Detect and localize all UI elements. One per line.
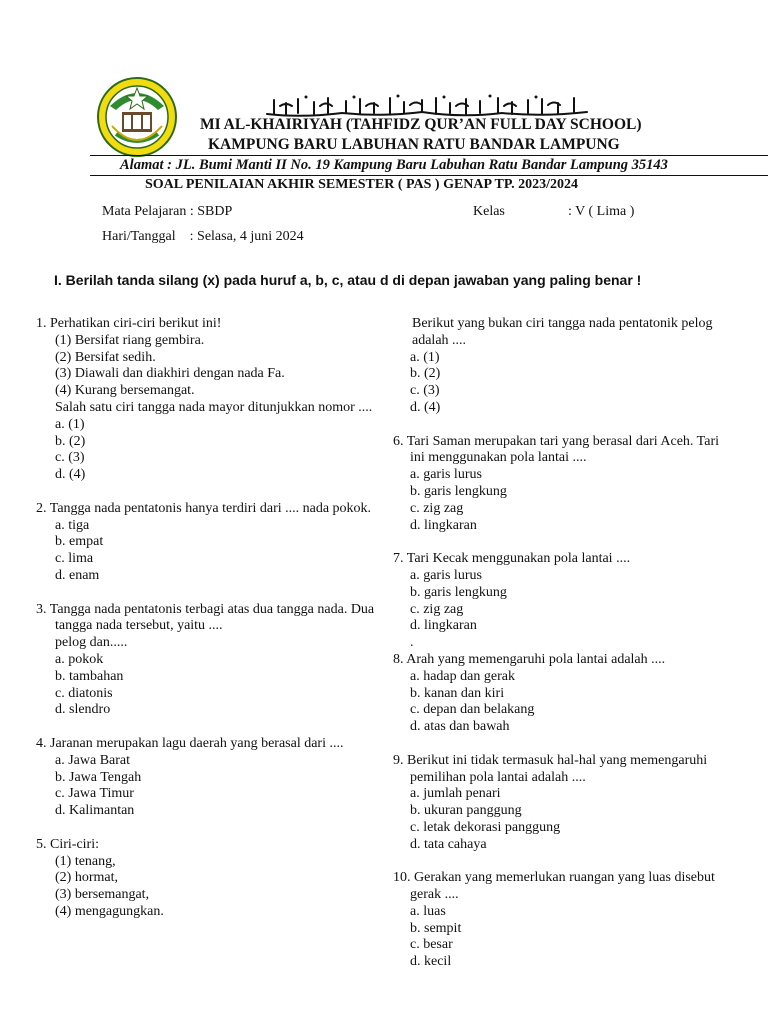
question-5-continued (393, 316, 733, 417)
question-2 (36, 501, 376, 585)
list-item: (3) bersemangat, (55, 887, 150, 903)
exam-title: SOAL PENILAIAN AKHIR SEMESTER ( PAS ) GENAP TP. 2023/2024 (145, 177, 579, 192)
answer-option[interactable]: b. ukuran panggung (410, 803, 522, 819)
answer-option[interactable]: c. (3) (410, 383, 440, 399)
answer-option[interactable]: a. (1) (410, 349, 440, 365)
answer-option[interactable]: c. (3) (55, 450, 85, 466)
question-6 (393, 434, 733, 535)
question-prompt: Salah satu ciri tangga nada mayor ditunjukkan nomor .... (55, 399, 373, 415)
answer-option[interactable]: d. enam (55, 567, 100, 583)
answer-option[interactable]: d. tata cahaya (410, 836, 487, 852)
header-rule-bottom (90, 175, 768, 176)
answer-option[interactable]: a. garis lurus (410, 467, 482, 483)
stray-dot: . (410, 635, 414, 651)
question-text: 5. Ciri-ciri: (36, 836, 99, 852)
questions-right-column (393, 316, 733, 988)
answer-option[interactable]: b. tambahan (55, 668, 124, 684)
answer-option[interactable]: a. hadap dan gerak (410, 668, 515, 684)
subject-field: Mata Pelajaran : SBDP (102, 204, 233, 219)
answer-option[interactable]: d. (4) (410, 399, 441, 415)
date-field (102, 229, 304, 245)
answer-option[interactable]: a. pokok (55, 651, 104, 667)
questions-left-column (36, 316, 376, 937)
answer-option[interactable]: d. lingkaran (410, 517, 477, 533)
list-item: (4) Kurang bersemangat. (55, 383, 195, 399)
school-name: MI AL-KHAIRIYAH (TAHFIDZ QUR’AN FULL DAY SCHOOL) (200, 116, 642, 133)
answer-option[interactable]: b. garis lengkung (410, 483, 507, 499)
question-7 (393, 551, 733, 652)
question-text: 4. Jaranan merupakan lagu daerah yang berasal dari .... (36, 735, 344, 751)
list-item: (3) Diawali dan diakhiri dengan nada Fa. (55, 366, 285, 382)
answer-option[interactable]: b. sempit (410, 920, 462, 936)
question-text: 8. Arah yang memengaruhi pola lantai adalah .... (393, 651, 666, 667)
answer-option[interactable]: c. zig zag (410, 601, 464, 617)
answer-option[interactable]: d. slendro (55, 702, 111, 718)
answer-option[interactable]: a. tiga (55, 517, 90, 533)
list-item: (4) mengagungkan. (55, 903, 164, 919)
date-text: Hari/Tanggal : Selasa, 4 juni 2024 (102, 229, 304, 244)
answer-option[interactable]: b. empat (55, 534, 104, 550)
question-text: 9. Berikut ini tidak termasuk hal-hal yang memengaruhi pemilihan pola lantai adalah .... (393, 752, 708, 785)
answer-option[interactable]: d. (4) (55, 467, 86, 483)
answer-option[interactable]: d. atas dan bawah (410, 719, 510, 735)
question-text: 10. Gerakan yang memerlukan ruangan yang luas disebut gerak .... (393, 870, 715, 903)
question-8 (393, 652, 733, 736)
answer-option[interactable]: c. letak dekorasi panggung (410, 819, 561, 835)
list-item: (2) hormat, (55, 870, 118, 886)
question-5 (36, 837, 376, 921)
answer-option[interactable]: b. (2) (55, 433, 86, 449)
list-item: (2) Bersifat sedih. (55, 349, 156, 365)
answer-option[interactable]: a. jumlah penari (410, 786, 501, 802)
school-emblem-icon (96, 76, 178, 158)
question-text-continued: pelog dan..... (55, 635, 128, 651)
question-4 (36, 736, 376, 820)
answer-option[interactable]: a. Jawa Barat (55, 752, 131, 768)
header-rule-top (90, 155, 768, 156)
class-value: : V ( Lima ) (568, 204, 635, 219)
answer-option[interactable]: b. (2) (410, 366, 441, 382)
question-text: 1. Perhatikan ciri-ciri berikut ini! (36, 316, 222, 331)
answer-option[interactable]: a. garis lurus (410, 567, 482, 583)
question-text: 3. Tangga nada pentatonis terbagi atas dua tangga nada. Dua tangga nada tersebut, yaitu .... (36, 601, 375, 634)
class-label: Kelas (473, 204, 505, 219)
instruction-text: I. Berilah tanda silang (x) pada huruf a, b, c, atau d di depan jawaban yang paling benar ! (54, 272, 642, 288)
answer-option[interactable]: c. depan dan belakang (410, 702, 535, 718)
answer-option[interactable]: c. zig zag (410, 500, 464, 516)
question-10 (393, 870, 733, 971)
question-1 (36, 316, 376, 484)
answer-option[interactable]: a. luas (410, 903, 446, 919)
question-prompt: Berikut yang bukan ciri tangga nada pentatonik pelog adalah .... (412, 316, 713, 348)
answer-option[interactable]: d. lingkaran (410, 618, 477, 634)
question-text: 7. Tari Kecak menggunakan pola lantai .... (393, 551, 631, 567)
answer-option[interactable]: b. kanan dan kiri (410, 685, 505, 701)
school-place: KAMPUNG BARU LABUHAN RATU BANDAR LAMPUNG (208, 136, 620, 153)
answer-option[interactable]: a. (1) (55, 416, 85, 432)
answer-option[interactable]: d. Kalimantan (55, 803, 135, 819)
answer-option[interactable]: c. Jawa Timur (55, 786, 134, 802)
answer-option[interactable]: c. besar (410, 937, 453, 953)
school-address: Alamat : JL. Bumi Manti II No. 19 Kampung Baru Labuhan Ratu Bandar Lampung 35143 (120, 157, 668, 173)
question-9 (393, 753, 733, 854)
answer-option[interactable]: d. kecil (410, 954, 452, 970)
question-text: 6. Tari Saman merupakan tari yang berasal dari Aceh. Tari ini menggunakan pola lantai .... (393, 433, 720, 466)
answer-option[interactable]: b. Jawa Tengah (55, 769, 142, 785)
answer-option[interactable]: c. lima (55, 551, 94, 567)
question-text: 2. Tangga nada pentatonis hanya terdiri dari .... nada pokok. (36, 500, 372, 516)
list-item: (1) tenang, (55, 853, 116, 869)
answer-option[interactable]: b. garis lengkung (410, 584, 507, 600)
list-item: (1) Bersifat riang gembira. (55, 332, 205, 348)
answer-option[interactable]: c. diatonis (55, 685, 113, 701)
question-3 (36, 602, 376, 720)
